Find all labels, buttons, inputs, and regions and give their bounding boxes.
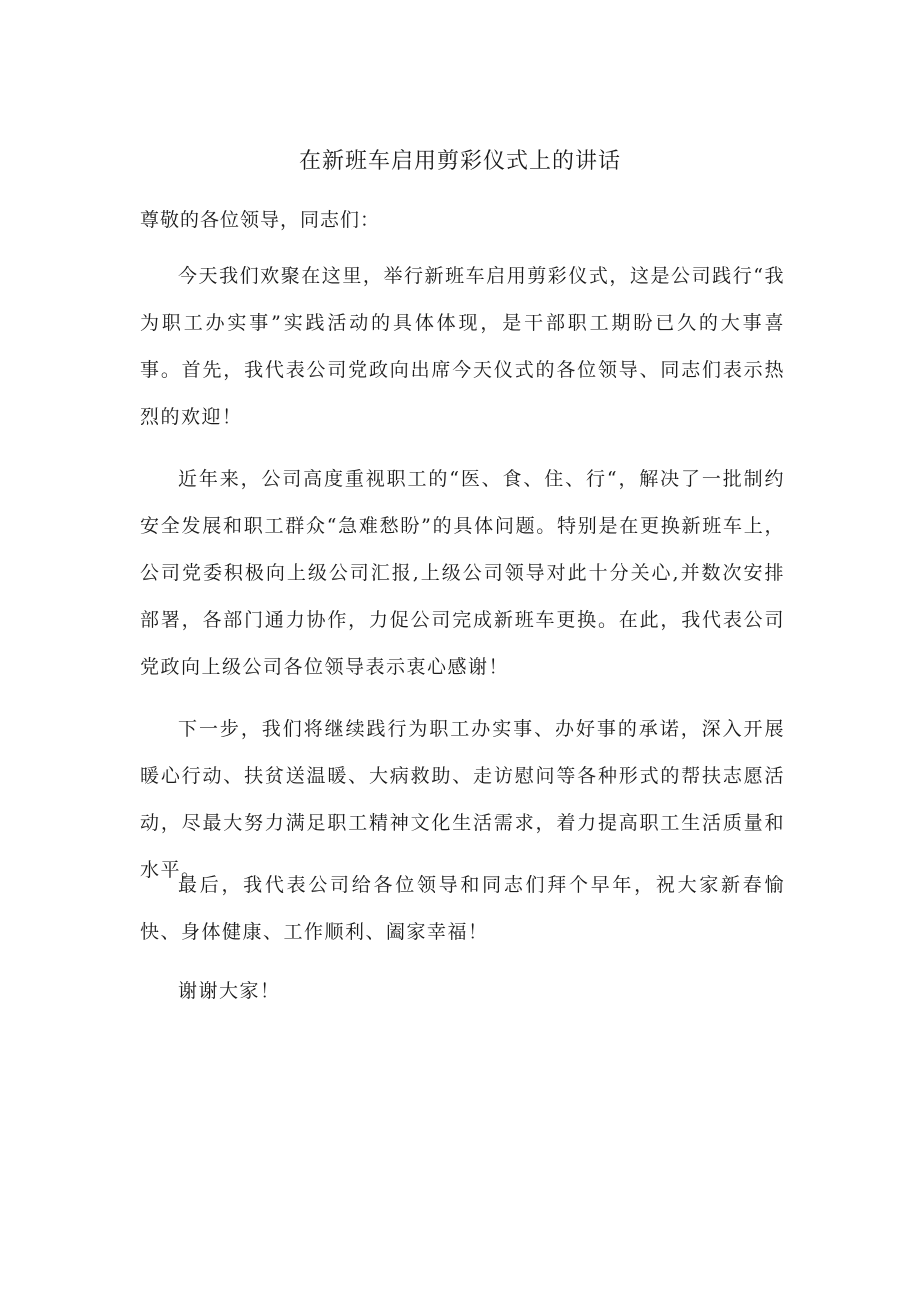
paragraph-welcome: 今天我们欢聚在这里，举行新班车启用剪彩仪式，这是公司践行“我为职工办实事”实践活动的具体体现，是干部职工期盼已久的大事喜事。首先，我代表公司党政向出席今天仪式的各位领导、同志们表示热烈的欢迎！ — [140, 265, 785, 428]
salutation: 尊敬的各位领导，同志们： — [140, 209, 381, 231]
paragraph-thanks: 谢谢大家！ — [178, 980, 281, 1002]
paragraph-next-steps: 下一步，我们将继续践行为职工办实事、办好事的承诺，深入开展暖心行动、扶贫送温暖、大病救助、走访慰问等各种形式的帮扶志愿活动，尽最大努力满足职工精神文化生活需求，着力提高职工生活质量和水平。 — [140, 718, 785, 881]
document-title: 在新班车启用剪彩仪式上的讲话 — [298, 149, 621, 174]
paragraph-greetings: 最后，我代表公司给各位领导和同志们拜个早年，祝大家新春愉快、身体健康、工作顺利、阖家幸福！ — [140, 874, 785, 943]
paragraph-background: 近年来，公司高度重视职工的“医、食、住、行“，解决了一批制约安全发展和职工群众“急难愁盼”的具体问题。特别是在更换新班车上，公司党委积极向上级公司汇报,上级公司领导对此十分关心,并数次安排部署，各部门通力协作，力促公司完成新班车更换。在此，我代表公司党政向上级公司各位领导表示衷心感谢！ — [140, 468, 785, 678]
